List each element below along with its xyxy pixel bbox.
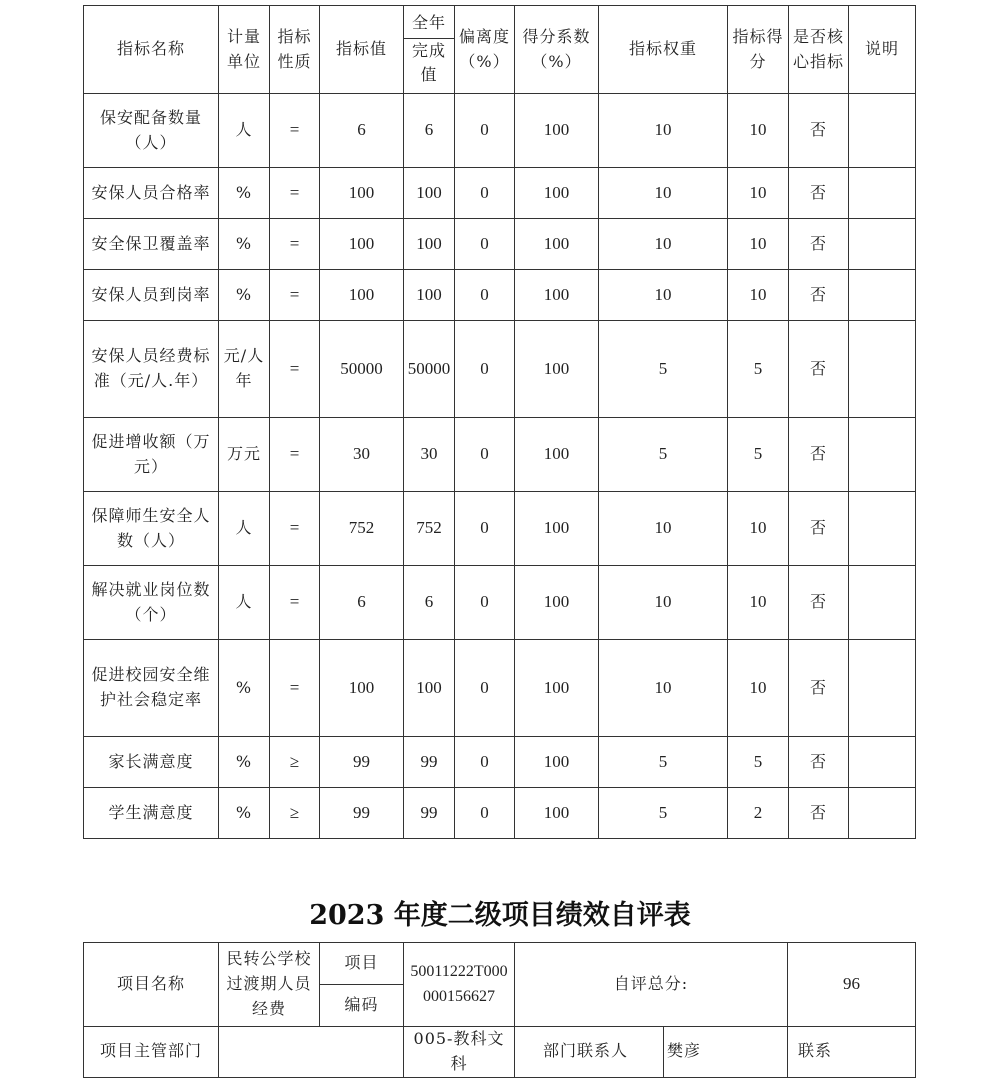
header-nature: 指标性质 [270,6,320,94]
score-cell: 10 [728,270,789,321]
note-cell [849,788,916,839]
weight-cell: 10 [599,94,728,168]
indicator-name-cell: 安保人员经费标准（元/人.年） [84,321,219,418]
nature-cell: = [270,219,320,270]
table-row [84,219,916,270]
unit-cell: 人 [219,492,270,566]
header-weight: 指标权重 [599,6,728,94]
table-row [84,788,916,839]
nature-cell: = [270,566,320,640]
header-actual-bottom: 完成值 [411,40,446,85]
coefficient-cell: 100 [515,270,599,321]
weight-cell: 10 [599,492,728,566]
actual-value-cell: 752 [404,492,455,566]
nature-cell: = [270,321,320,418]
core-indicator-cell: 否 [789,566,849,640]
core-indicator-cell: 否 [789,640,849,737]
target-value-cell: 100 [320,219,404,270]
actual-value-cell: 6 [404,566,455,640]
indicator-name-cell: 保安配备数量（人） [84,94,219,168]
note-cell [849,566,916,640]
deviation-cell: 0 [455,640,515,737]
weight-cell: 10 [599,566,728,640]
weight-cell: 5 [599,321,728,418]
indicator-name-cell: 安保人员合格率 [84,168,219,219]
deviation-cell: 0 [455,788,515,839]
header-deviation: 偏离度（%） [455,6,515,94]
header-score: 指标得分 [728,6,789,94]
table-row [84,737,916,788]
score-cell: 10 [728,640,789,737]
weight-cell: 5 [599,418,728,492]
core-indicator-cell: 否 [789,270,849,321]
deviation-cell: 0 [455,321,515,418]
note-cell [849,492,916,566]
coefficient-cell: 100 [515,418,599,492]
core-indicator-cell: 否 [789,168,849,219]
weight-cell: 10 [599,270,728,321]
deviation-cell: 0 [455,219,515,270]
actual-value-cell: 100 [404,219,455,270]
weight-cell: 10 [599,640,728,737]
header-indicator-name: 指标名称 [84,6,219,94]
header-coefficient: 得分系数（%） [515,6,599,94]
deviation-cell: 0 [455,270,515,321]
target-value-cell: 50000 [320,321,404,418]
target-value-cell: 99 [320,737,404,788]
contact-label: 部门联系人 [515,1027,664,1078]
target-value-cell: 752 [320,492,404,566]
table-row [84,94,916,168]
nature-cell: = [270,168,320,219]
section-title: 2023 年度二级项目绩效自评表 [309,900,691,931]
project-name-label: 项目名称 [84,943,219,1027]
header-row [84,6,916,94]
score-cell: 10 [728,492,789,566]
self-score-value: 96 [788,943,916,1027]
actual-value-cell: 50000 [404,321,455,418]
table-row [84,640,916,737]
unit-cell: 人 [219,566,270,640]
core-indicator-cell: 否 [789,219,849,270]
table-row [84,321,916,418]
score-cell: 5 [728,418,789,492]
actual-value-cell: 6 [404,94,455,168]
indicator-name-cell: 保障师生安全人数（人） [84,492,219,566]
indicator-table [83,5,916,839]
actual-value-cell: 100 [404,640,455,737]
nature-cell: = [270,418,320,492]
unit-cell: 人 [219,94,270,168]
indicator-name-cell: 安保人员到岗率 [84,270,219,321]
table-row [84,168,916,219]
coefficient-cell: 100 [515,566,599,640]
note-cell [849,418,916,492]
coefficient-cell: 100 [515,788,599,839]
target-value-cell: 100 [320,270,404,321]
unit-cell: % [219,168,270,219]
dept-label: 项目主管部门 [84,1027,219,1078]
unit-cell: % [219,219,270,270]
target-value-cell: 99 [320,788,404,839]
deviation-cell: 0 [455,94,515,168]
deviation-cell: 0 [455,566,515,640]
project-row-1 [84,943,916,985]
note-cell [849,321,916,418]
core-indicator-cell: 否 [789,788,849,839]
coefficient-cell: 100 [515,219,599,270]
actual-value-cell: 99 [404,788,455,839]
deviation-cell: 0 [455,737,515,788]
unit-cell: % [219,788,270,839]
dept-value [219,1027,404,1078]
project-code-label-top: 项目 [320,943,404,985]
coefficient-cell: 100 [515,737,599,788]
indicator-name-cell: 促进校园安全维护社会稳定率 [84,640,219,737]
target-value-cell: 6 [320,94,404,168]
target-value-cell: 100 [320,168,404,219]
header-unit: 计量单位 [219,6,270,94]
indicator-name-cell: 学生满意度 [84,788,219,839]
deviation-cell: 0 [455,418,515,492]
dept-code: 005-教科文科 [404,1027,515,1078]
note-cell [849,270,916,321]
score-cell: 10 [728,566,789,640]
coefficient-cell: 100 [515,94,599,168]
actual-value-cell: 100 [404,168,455,219]
note-cell [849,640,916,737]
indicator-name-cell: 解决就业岗位数（个） [84,566,219,640]
project-name-value: 民转公学校过渡期人员经费 [219,943,320,1027]
weight-cell: 10 [599,168,728,219]
unit-cell: % [219,737,270,788]
project-code-value: 50011222T000000156627 [404,943,515,1027]
unit-cell: % [219,270,270,321]
project-code-label-bottom: 编码 [320,985,404,1027]
score-cell: 5 [728,321,789,418]
coefficient-cell: 100 [515,168,599,219]
indicator-name-cell: 家长满意度 [84,737,219,788]
indicator-name-cell: 安全保卫覆盖率 [84,219,219,270]
table-row [84,492,916,566]
phone-label: 联系 [788,1027,916,1078]
core-indicator-cell: 否 [789,418,849,492]
weight-cell: 5 [599,788,728,839]
unit-cell: 元/人年 [219,321,270,418]
header-actual [404,6,455,94]
nature-cell: = [270,94,320,168]
unit-cell: 万元 [219,418,270,492]
indicator-table-body [84,94,916,839]
nature-cell: = [270,270,320,321]
weight-cell: 5 [599,737,728,788]
nature-cell: = [270,640,320,737]
header-actual-top: 全年 [404,11,454,39]
actual-value-cell: 99 [404,737,455,788]
project-info-table [83,942,916,1078]
actual-value-cell: 100 [404,270,455,321]
note-cell [849,94,916,168]
header-target: 指标值 [320,6,404,94]
score-cell: 5 [728,737,789,788]
target-value-cell: 6 [320,566,404,640]
deviation-cell: 0 [455,168,515,219]
table-row [84,566,916,640]
core-indicator-cell: 否 [789,94,849,168]
score-cell: 10 [728,219,789,270]
note-cell [849,168,916,219]
header-core: 是否核心指标 [789,6,849,94]
contact-value: 樊彦 [664,1027,788,1078]
target-value-cell: 100 [320,640,404,737]
deviation-cell: 0 [455,492,515,566]
core-indicator-cell: 否 [789,492,849,566]
project-row-3 [84,1027,916,1078]
core-indicator-cell: 否 [789,321,849,418]
table-row [84,418,916,492]
coefficient-cell: 100 [515,321,599,418]
note-cell [849,219,916,270]
target-value-cell: 30 [320,418,404,492]
weight-cell: 10 [599,219,728,270]
nature-cell: ≥ [270,737,320,788]
indicator-name-cell: 促进增收额（万元） [84,418,219,492]
score-cell: 10 [728,168,789,219]
header-note: 说明 [849,6,916,94]
score-cell: 10 [728,94,789,168]
self-score-label: 自评总分: [515,943,788,1027]
actual-value-cell: 30 [404,418,455,492]
unit-cell: % [219,640,270,737]
coefficient-cell: 100 [515,640,599,737]
note-cell [849,737,916,788]
core-indicator-cell: 否 [789,737,849,788]
nature-cell: = [270,492,320,566]
score-cell: 2 [728,788,789,839]
coefficient-cell: 100 [515,492,599,566]
nature-cell: ≥ [270,788,320,839]
table-row [84,270,916,321]
